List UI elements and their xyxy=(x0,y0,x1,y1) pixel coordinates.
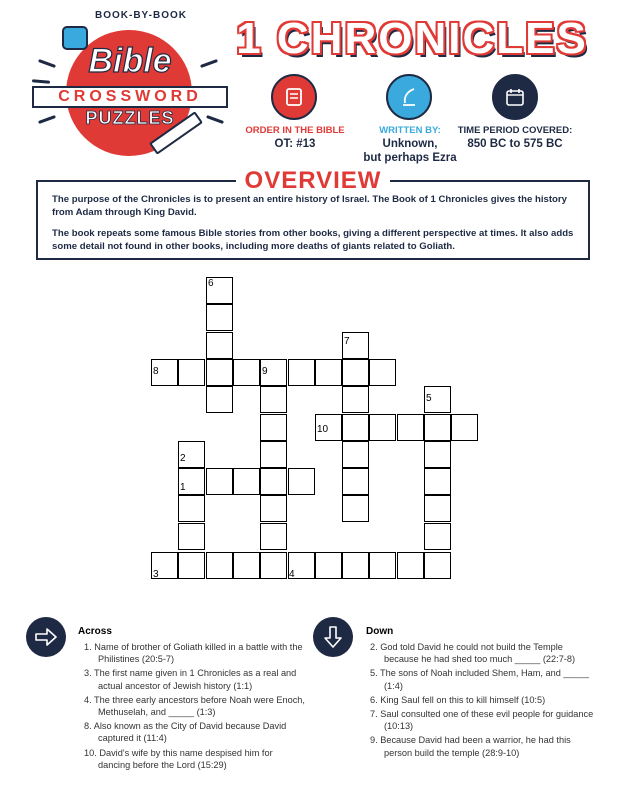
grid-cell[interactable] xyxy=(178,495,205,522)
grid-cell[interactable] xyxy=(206,304,233,331)
time-label: TIME PERIOD COVERED: xyxy=(457,125,573,136)
grid-cell[interactable] xyxy=(233,552,260,579)
grid-cell[interactable] xyxy=(260,441,287,468)
grid-number: 4 xyxy=(289,569,295,580)
grid-cell[interactable] xyxy=(397,414,424,441)
grid-cell[interactable] xyxy=(288,359,315,386)
clue-item: 6. King Saul fell on this to kill himself (10:5) xyxy=(370,694,546,705)
grid-number: 5 xyxy=(426,393,432,404)
calendar-icon xyxy=(492,74,538,120)
grid-cell[interactable] xyxy=(260,495,287,522)
grid-cell[interactable] xyxy=(206,386,233,413)
grid-cell[interactable] xyxy=(424,552,451,579)
grid-cell[interactable] xyxy=(206,359,233,386)
scroll-icon xyxy=(271,74,317,120)
grid-cell[interactable] xyxy=(315,552,342,579)
author-value: Unknown, but perhaps Ezra xyxy=(363,138,457,164)
clue-item: 3. The first name given in 1 Chronicles as a real and actual ancestor of Jewish history (1:1) xyxy=(84,668,297,691)
grid-cell[interactable] xyxy=(424,495,451,522)
clue-item: 8. Also known as the City of David because David captured it (11:4) xyxy=(84,721,287,744)
author-label: WRITTEN BY: xyxy=(379,125,441,136)
grid-cell[interactable] xyxy=(288,468,315,495)
clue-item: 2. God told David he could not build the Temple because he had shed too much _____ (22:7-8) xyxy=(370,642,576,665)
logo-bible-text: Bible xyxy=(88,42,172,80)
grid-number: 9 xyxy=(262,366,268,377)
grid-number: 3 xyxy=(153,569,159,580)
grid-cell[interactable] xyxy=(178,523,205,550)
grid-cell[interactable] xyxy=(369,552,396,579)
grid-number: 10 xyxy=(317,424,329,435)
arrow-right-icon xyxy=(26,617,66,657)
overview-paragraph-2: The book repeats some famous Bible stories from other books, giving a different perspective at times. It also adds some detail not found in other books, including more deaths of giants related to Goliath. xyxy=(52,228,574,252)
across-heading: Across xyxy=(78,626,112,637)
grid-cell[interactable] xyxy=(424,441,451,468)
overview-text xyxy=(52,193,580,261)
logo-ray xyxy=(206,115,224,124)
grid-cell[interactable] xyxy=(342,468,369,495)
grid-cell[interactable] xyxy=(369,359,396,386)
down-clues xyxy=(370,641,598,761)
grid-cell[interactable] xyxy=(342,386,369,413)
grid-cell[interactable] xyxy=(233,359,260,386)
grid-cell[interactable] xyxy=(451,414,478,441)
grid-cell[interactable] xyxy=(369,414,396,441)
logo-puzzles-text: PUZZLES xyxy=(85,108,175,128)
grid-cell[interactable] xyxy=(260,552,287,579)
overview-heading: OVERVIEW xyxy=(236,167,390,195)
across-clues xyxy=(84,641,306,773)
clue-item: 4. The three early ancestors before Noah were Enoch, Methuselah, and _____ (1:3) xyxy=(84,694,305,718)
logo-ray xyxy=(32,79,50,84)
clue-item: 10. David's wife by this name despised him for dancing before the Lord (15:29) xyxy=(84,747,273,770)
grid-cell[interactable] xyxy=(260,468,287,495)
grid-cell[interactable] xyxy=(233,468,260,495)
grid-cell[interactable] xyxy=(260,386,287,413)
time-value: 850 BC to 575 BC xyxy=(467,138,563,150)
grid-cell[interactable] xyxy=(424,523,451,550)
grid-cell[interactable] xyxy=(342,441,369,468)
grid-cell[interactable] xyxy=(397,552,424,579)
grid-cell[interactable] xyxy=(178,552,205,579)
grid-number: 6 xyxy=(208,278,214,289)
arrow-down-icon xyxy=(313,617,353,657)
logo-top-text: BOOK-BY-BOOK xyxy=(95,10,187,21)
clue-item: 5. The sons of Noah included Shem, Ham, and _____ (1:4) xyxy=(370,668,589,691)
order-value: OT: #13 xyxy=(274,138,316,150)
grid-cell[interactable] xyxy=(342,495,369,522)
grid-number: 2 xyxy=(180,453,186,464)
logo-ray xyxy=(38,115,56,124)
grid-cell[interactable] xyxy=(178,359,205,386)
grid-cell[interactable] xyxy=(342,414,369,441)
grid-cell[interactable] xyxy=(342,552,369,579)
logo-crossword-text: CROSSWORD xyxy=(32,86,228,108)
grid-number: 8 xyxy=(153,366,159,377)
grid-number: 7 xyxy=(344,336,350,347)
clue-item: 7. Saul consulted one of these evil people for guidance (10:13) xyxy=(370,709,594,732)
down-heading: Down xyxy=(366,626,394,637)
clue-item: 1. Name of brother of Goliath killed in a battle with the Philistines (20:5-7) xyxy=(84,642,303,665)
order-label: ORDER IN THE BIBLE xyxy=(245,125,345,136)
grid-cell[interactable] xyxy=(342,359,369,386)
quill-icon xyxy=(386,74,432,120)
page-title: 1 CHRONICLES xyxy=(236,14,588,63)
logo-ray xyxy=(38,59,56,68)
grid-cell[interactable] xyxy=(424,468,451,495)
overview-paragraph-1: The purpose of the Chronicles is to present an entire history of Israel. The Book of 1 Chronicles gives the history from Adam through King David. xyxy=(52,194,567,218)
clue-item: 9. Because David had been a warrior, he had this person build the temple (28:9-10) xyxy=(370,735,571,758)
grid-cell[interactable] xyxy=(424,414,451,441)
grid-cell[interactable] xyxy=(206,468,233,495)
grid-cell[interactable] xyxy=(206,552,233,579)
grid-number: 1 xyxy=(180,482,186,493)
grid-cell[interactable] xyxy=(206,332,233,359)
grid-cell[interactable] xyxy=(315,359,342,386)
grid-cell[interactable] xyxy=(260,414,287,441)
grid-cell[interactable] xyxy=(260,523,287,550)
